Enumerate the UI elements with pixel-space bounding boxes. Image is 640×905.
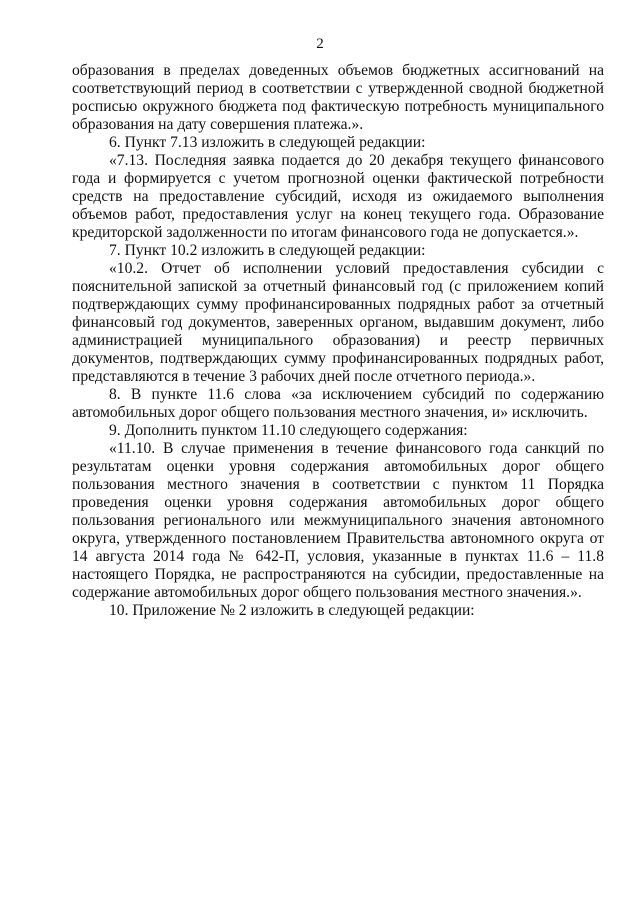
- paragraph-3: «7.13. Последняя заявка подается до 20 декабря текущего финансового года и формируется с учетом прогнозной оценки фактической потребности средств на предоставление субсидий, исходя из ожидаемого выполнения объемов работ, предоставления услуг на конец текущего года. Образование кредиторской задолженности по итогам финансового года не допускается.».: [72, 152, 604, 241]
- paragraph-4: 7. Пункт 10.2 изложить в следующей редакции:: [109, 242, 426, 259]
- paragraph-9: 10. Приложение № 2 изложить в следующей редакции:: [109, 602, 475, 619]
- paragraph-6: 8. В пункте 11.6 слова «за исключением субсидий по содержанию автомобильных дорог общего пользования местного значения, и» исключить.: [72, 386, 604, 421]
- paragraph-7: 9. Дополнить пунктом 11.10 следующего содержания:: [109, 422, 468, 439]
- paragraph-8: «11.10. В случае применения в течение финансового года санкций по результатам оценки уровня содержания автомобильных дорог общего пользования местного значения в соответствии с пунктом 11 Порядка проведения оценки уровня содержания автомобильных дорог общего пользования регионального или межмуниципального значения автономного округа, утвержденного постановлением Правительства автономного округа от 14 августа 2014 года № 642-П, условия, указанные в пунктах 11.6 – 11.8 настоящего Порядка, не распространяются на субсидии, предоставленные на содержание автомобильных дорог общего пользования местного значения.».: [72, 440, 604, 601]
- page-number: 2: [316, 36, 324, 52]
- paragraph-1: образования в пределах доведенных объемов бюджетных ассигнований на соответствующий период в соответствии с утвержденной сводной бюджетной росписью окружного бюджета под фактическую потребность муниципального образования на дату совершения платежа.».: [72, 62, 604, 133]
- paragraph-2: 6. Пункт 7.13 изложить в следующей редакции:: [109, 134, 426, 151]
- document-body: [72, 62, 604, 620]
- paragraph-5: «10.2. Отчет об исполнении условий предоставления субсидии с пояснительной запиской за отчетный финансовый год (с приложением копий подтверждающих сумму профинансированных подрядных работ за отчетный финансовый год документов, заверенных органом, выдавшим документ, либо администрацией муниципального образования) и реестр первичных документов, подтверждающих сумму профинансированных подрядных работ, представляются в течение 3 рабочих дней после отчетного периода.».: [72, 260, 604, 385]
